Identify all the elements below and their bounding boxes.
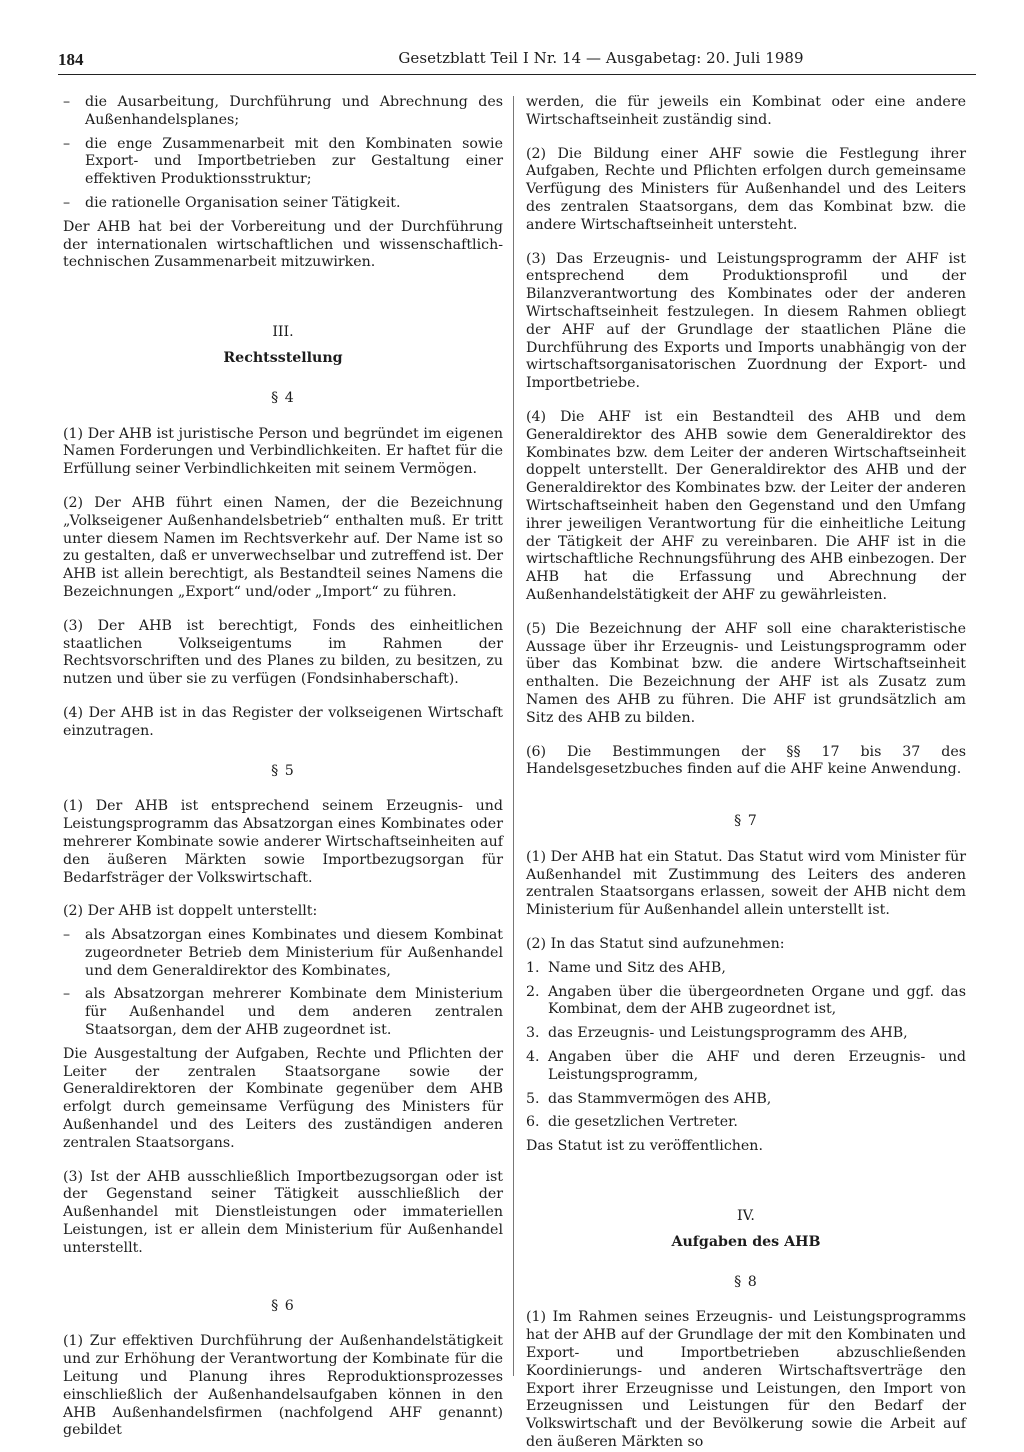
paragraph-continued: werden, die für jeweils ein Kombinat oder eine andere Wirtschaftseinheit zuständig sind.	[526, 94, 966, 128]
list-item: 2. Angaben über die übergeordneten Organe und ggf. das Kombinat, dem der AHB zugeordnet ist,	[526, 983, 966, 1018]
list-item: 5. das Stammvermögen des AHB,	[526, 1090, 772, 1107]
paragraph: (4) Der AHB ist in das Register der volkseigenen Wirtschaft einzutragen.	[63, 704, 503, 739]
list-item: – als Absatzorgan eines Kombinates und diesem Kombinat zugeordneter Betrieb dem Ministerium für Außenhandel und dem Generaldirektor des Kombinates,	[63, 927, 503, 979]
list-item: 3. das Erzeugnis- und Leistungsprogramm des AHB,	[526, 1025, 908, 1042]
chapter-title: Aufgaben des AHB	[671, 1233, 821, 1250]
paragraph: (5) Die Bezeichnung der AHF soll eine charakteristische Aussage über ihr Erzeugnis- und Leistungsprogramm oder über das Kombinat bzw. die andere Wirtschaftseinheit enthalten. Die Bezeichnung der AHF ist als Zusatz zum Namen des AHB zu führen. Die AHF ist grundsätzlich am Sitz des AHB zu bilden.	[526, 620, 966, 726]
statute-items	[526, 960, 966, 1132]
section-heading-5: § 5	[271, 762, 295, 779]
paragraph: (1) Im Rahmen seines Erzeugnis- und Leistungsprogramms hat der AHB auf der Grundlage der mit den Kombinaten und Export- und Importbetrieben abzuschließenden Koordinierungs- und anderen Wirtschaftsverträge den Export ihrer Erzeugnisse und Leistungen, den Import von Erzeugnissen und Leistungen für den Bedarf der Volkswirtschaft und der Bevölkerung sowie die Arbeit auf den äußeren Märkten so	[526, 1309, 966, 1451]
section-heading-6: § 6	[271, 1297, 295, 1314]
paragraph: (3) Der AHB ist berechtigt, Fonds des einheitlichen staatlichen Volkseigentums im Rahmen der Rechtsvorschriften und des Planes zu bilden, zu besitzen, zu nutzen und über sie zu verfügen (Fondsinhaberschaft).	[63, 617, 503, 688]
list-item: – als Absatzorgan mehrerer Kombinate dem Ministerium für Außenhandel und dem anderen zentralen Staatsorgan, dem der AHB zugeordnet ist.	[63, 986, 503, 1039]
bullet-list-subordination	[63, 927, 503, 1040]
paragraph: (1) Zur effektiven Durchführung der Außenhandelstätigkeit und zur Erhöhung der Verantwortung der Kombinate für die Leitung und Planung ihres Reproduktionsprozesses einschließlich der Außenhandelsaufgaben können in den AHB Außenhandelsfirmen (nachfolgend AHF genannt) gebildet	[63, 1333, 503, 1439]
paragraph: (3) Ist der AHB ausschließlich Importbezugsorgan oder ist der Gegenstand seiner Tätigkeit ausschließlich der Außenhandel mit Dienstleistungen oder immateriellen Leistungen, ist er allein dem Ministerium für Außenhandel unterstellt.	[63, 1168, 503, 1256]
paragraph: Die Ausgestaltung der Aufgaben, Rechte und Pflichten der Leiter der zentralen Staatsorgane sowie der Generaldirektoren der Kombinate gegenüber dem AHB erfolgt durch gemeinsame Verfügung des Ministers für Außenhandel und des Leiters des zuständigen anderen zentralen Staatsorgans.	[63, 1045, 503, 1151]
left-column	[63, 94, 503, 1440]
right-column	[526, 94, 966, 1452]
column-divider	[513, 96, 514, 1376]
chapter-title: Rechtsstellung	[223, 349, 343, 366]
paragraph: (2) In das Statut sind aufzunehmen:	[526, 936, 785, 953]
section-heading-4: § 4	[271, 389, 295, 406]
list-item: 6. die gesetzlichen Vertreter.	[526, 1114, 738, 1131]
chapter-number: IV.	[737, 1208, 755, 1225]
list-item: 4. Angaben über die AHF und deren Erzeugnis- und Leistungsprogramm,	[526, 1049, 966, 1083]
paragraph: (1) Der AHB ist juristische Person und begründet im eigenen Namen Forderungen und Verbindlichkeiten. Er haftet für die Erfüllung seiner Verbindlichkeiten mit seinem Vermögen.	[63, 425, 503, 478]
paragraph: (4) Die AHF ist ein Bestandteil des AHB und dem Generaldirektor des AHB sowie dem Generaldirektor des Kombinates bzw. dem Leiter der anderen Wirtschaftseinheit doppelt unterstellt. Der Generaldirektor des AHB und der Generaldirektor des Kombinates bzw. der Leiter der anderen Wirtschaftseinheit haben den Gegenstand und den Umfang ihrer jeweiligen Verantwortung für die einheitliche Leitung der Tätigkeit der AHF zu vereinbaren. Die AHF ist in die wirtschaftliche Rechnungsführung des AHB einbezogen. Der AHB hat die Erfassung und Abrechnung der Außenhandelstätigkeit der AHF zu gewährleisten.	[526, 408, 966, 603]
paragraph: (2) Der AHB ist doppelt unterstellt:	[63, 903, 318, 920]
list-item: – die enge Zusammenarbeit mit den Kombinaten sowie Export- und Importbetrieben zur Gestaltung einer effektiven Produktionsstruktur;	[63, 135, 503, 188]
paragraph: Das Statut ist zu veröffentlichen.	[526, 1138, 763, 1155]
bullet-list-tasks	[63, 94, 503, 213]
paragraph: (6) Die Bestimmungen der §§ 17 bis 37 des Handelsgesetzbuches finden auf die AHF keine Anwendung.	[526, 743, 966, 778]
paragraph: (2) Der AHB führt einen Namen, der die Bezeichnung „Volkseigener Außenhandelsbetrieb“ enthalten muß. Er tritt unter diesem Namen im Rechtsverkehr auf. Der Name ist so zu gestalten, daß er unverwechselbar und zutreffend ist. Der AHB ist allein berechtigt, als Bestandteil seines Namens die Bezeichnungen „Export“ und/oder „Import“ zu führen.	[63, 494, 503, 600]
paragraph: (1) Der AHB hat ein Statut. Das Statut wird vom Minister für Außenhandel mit Zustimmung des Leiters des anderen zentralen Staatsorgans erlassen, soweit der AHB nicht dem Ministerium für Außenhandel allein unterstellt ist.	[526, 848, 966, 919]
section-heading-7: § 7	[734, 813, 758, 830]
page-number: 184	[58, 50, 84, 69]
paragraph: (3) Das Erzeugnis- und Leistungsprogramm der AHF ist entsprechend dem Produktionsprofil und der Bilanzverantwortung des Kombinates oder der anderen Wirtschaftseinheit festzulegen. In diesem Rahmen obliegt der AHF auf der Grundlage der staatlichen Pläne die Durchführung des Exports und Imports unabhängig von der wirtschaftsorganisatorischen Zuordnung der Export- und Importbetriebe.	[526, 250, 966, 392]
running-title: Gesetzblatt Teil I Nr. 14 — Ausgabetag: 20. Juli 1989	[398, 49, 804, 67]
list-item: – die rationelle Organisation seiner Tätigkeit.	[63, 194, 401, 211]
page-header	[58, 48, 976, 75]
paragraph-cooperation: Der AHB hat bei der Vorbereitung und der Durchführung der internationalen wirtschaftlichen und wissenschaftlich-technischen Zusammenarbeit mitzuwirken.	[63, 218, 503, 271]
paragraph: (1) Der AHB ist entsprechend seinem Erzeugnis- und Leistungsprogramm das Absatzorgan eines Kombinates oder mehrerer Kombinate sowie anderer Wirtschaftseinheiten auf den äußeren Märkten sowie Importbezugsorgan für Bedarfsträger der Volkswirtschaft.	[63, 798, 503, 886]
section-heading-8: § 8	[734, 1273, 758, 1290]
chapter-number: III.	[272, 324, 294, 341]
list-item: – die Ausarbeitung, Durchführung und Abrechnung des Außenhandelsplanes;	[63, 94, 503, 128]
list-item: 1. Name und Sitz des AHB,	[526, 959, 726, 976]
paragraph: (2) Die Bildung einer AHF sowie die Festlegung ihrer Aufgaben, Rechte und Pflichten erfolgen durch gemeinsame Verfügung des Ministers für Außenhandel und des Leiters des zentralen Staatsorgans, dem das Kombinat bzw. die andere Wirtschaftseinheit untersteht.	[526, 145, 966, 233]
